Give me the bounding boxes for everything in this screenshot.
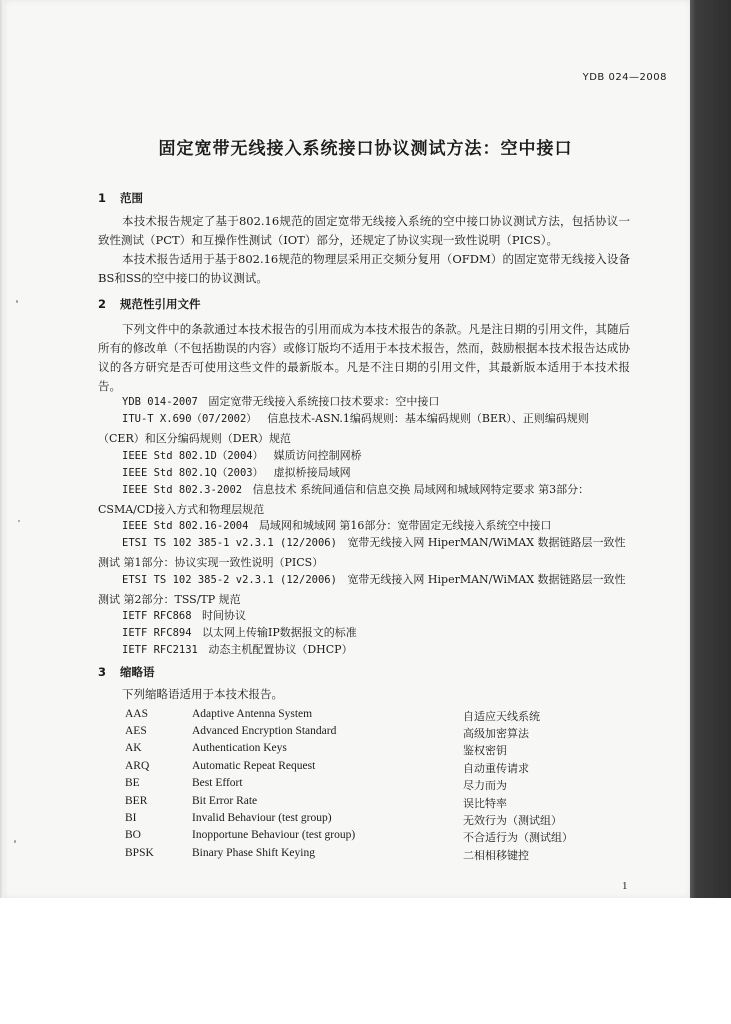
reference-code: ETSI TS 102 385-1 v2.3.1 (12/2006) [122, 537, 337, 549]
paragraph: 本技术报告规定了基于802.16规范的固定宽带无线接入系统的空中接口协议测试方法，包括协议一致性测试（PCT）和互操作性测试（IOT）部分，还规定了协议实现一致性说明（PICS）。 [98, 214, 630, 247]
reference-code: YDB 014-2007 [122, 396, 198, 408]
abbreviation: BI [125, 812, 137, 824]
abbreviation-chinese: 尽力而为 [463, 779, 507, 792]
abbreviation: AK [125, 742, 142, 754]
abbreviation-chinese: 无效行为（测试组） [463, 814, 562, 827]
reference-title: 宽带无线接入网 HiperMAN/WiMAX 数据链路层一致性测试 第1部分：协议实现一致性说明（PICS） [98, 536, 626, 569]
abbreviation: BPSK [125, 847, 154, 859]
abbreviation-row [0, 760, 731, 777]
abbreviation-english: Invalid Behaviour (test group) [192, 812, 332, 824]
abbreviation-row [0, 812, 731, 829]
section-2-heading [98, 296, 201, 312]
abbreviation: AAS [125, 708, 149, 720]
section-number: 3 [98, 665, 107, 679]
document-code: YDB 024—2008 [582, 72, 667, 83]
abbreviation-english: Advanced Encryption Standard [192, 725, 337, 737]
paragraph: 本技术报告适用于基于802.16规范的物理层采用正交频分复用（OFDM）的固定宽带无线接入设备BS和SS的空中接口的协议测试。 [98, 252, 630, 285]
reference-title: 虚拟桥接局域网 [273, 466, 351, 479]
reference-title: 固定宽带无线接入系统接口技术要求：空中接口 [208, 395, 440, 408]
document-title: 固定宽带无线接入系统接口协议测试方法：空中接口 [158, 139, 573, 159]
reference-title: 宽带无线接入网 HiperMAN/WiMAX 数据链路层一致性测试 第2部分：TSS/TP 规范 [98, 573, 626, 606]
reference-code: IEEE Std 802.3-2002 [122, 484, 243, 496]
abbreviation-english: Binary Phase Shift Keying [192, 847, 315, 859]
abbreviation-row [0, 742, 731, 759]
abbreviation-english: Best Effort [192, 777, 243, 789]
abbreviation-english: Automatic Repeat Request [192, 760, 316, 772]
section-title: 规范性引用文件 [120, 297, 201, 311]
abbreviation-chinese: 鉴权密钥 [463, 744, 507, 757]
reference-item [98, 480, 630, 519]
reference-code: ETSI TS 102 385-2 v2.3.1 (12/2006) [122, 574, 337, 586]
abbreviation: AES [125, 725, 147, 737]
reference-title: 信息技术-ASN.1编码规则：基本编码规则（BER）、正则编码规则（CER）和区分编码规则（DER）规范 [98, 412, 589, 445]
abbreviations-intro: 下列缩略语适用于本技术报告。 [122, 687, 283, 701]
abbreviation-chinese: 自动重传请求 [463, 762, 529, 775]
section-number: 1 [98, 191, 107, 205]
reference-item [98, 570, 630, 609]
abbreviation: BO [125, 829, 141, 841]
reference-item [98, 409, 630, 448]
abbreviation-row [0, 708, 731, 725]
reference-item [98, 533, 630, 572]
reference-code: IETF RFC894 [122, 627, 192, 639]
reference-code: IETF RFC868 [122, 610, 192, 622]
abbreviation-chinese: 误比特率 [463, 797, 507, 810]
reference-title: 局域网和城域网 第16部分：宽带固定无线接入系统空中接口 [258, 519, 552, 532]
reference-code: IEEE Std 802.1Q（2003） [122, 467, 264, 479]
abbreviation-row [0, 795, 731, 812]
scan-speck [18, 520, 20, 522]
reference-title: 信息技术 系统间通信和信息交换 局域网和城域网特定要求 第3部分：CSMA/CD接入方式和物理层规范 [98, 483, 590, 516]
abbreviation-row [0, 847, 731, 864]
section-title: 范围 [120, 191, 143, 205]
abbreviation-row [0, 777, 731, 794]
page-number: 1 [622, 880, 628, 892]
reference-code: IETF RFC2131 [122, 644, 198, 656]
section-title: 缩略语 [120, 665, 155, 679]
reference-code: IEEE Std 802.1D（2004） [122, 450, 264, 462]
abbreviation-row [0, 829, 731, 846]
reference-code: ITU-T X.690（07/2002） [122, 413, 257, 425]
reference-code: IEEE Std 802.16-2004 [122, 520, 249, 532]
blank-area [0, 898, 731, 1024]
section-1-heading [98, 190, 143, 206]
abbreviation-row [0, 725, 731, 742]
reference-title: 媒质访问控制网桥 [273, 449, 362, 462]
abbreviation-chinese: 不合适行为（测试组） [463, 831, 573, 844]
abbreviation: BE [125, 777, 140, 789]
abbreviation-english: Inopportune Behaviour (test group) [192, 829, 356, 841]
reference-title: 时间协议 [202, 609, 247, 622]
abbreviation-english: Authentication Keys [192, 742, 287, 754]
reference-title: 动态主机配置协议（DHCP） [208, 643, 353, 656]
reference-title: 以太网上传输IP数据报文的标准 [202, 626, 357, 639]
section-number: 2 [98, 297, 107, 311]
abbreviation-chinese: 自适应天线系统 [463, 710, 540, 723]
abbreviation: ARQ [125, 760, 150, 772]
scan-speck [16, 300, 18, 303]
section-3-heading [98, 664, 155, 680]
abbreviation-english: Adaptive Antenna System [192, 708, 313, 720]
abbreviation-english: Bit Error Rate [192, 795, 258, 807]
abbreviation-chinese: 高级加密算法 [463, 727, 529, 740]
abbreviation-chinese: 二相相移键控 [463, 849, 529, 862]
abbreviation: BER [125, 795, 148, 807]
reference-item [98, 640, 630, 660]
paragraph: 下列文件中的条款通过本技术报告的引用而成为本技术报告的条款。凡是注日期的引用文件，其随后所有的修改单（不包括勘误的内容）或修订版均不适用于本技术报告，然而，鼓励根据本技术报告达成协议的各方研究是否可使用这些文件的最新版本。凡是不注日期的引用文件，其最新版本适用于本技术报告。 [98, 322, 630, 393]
